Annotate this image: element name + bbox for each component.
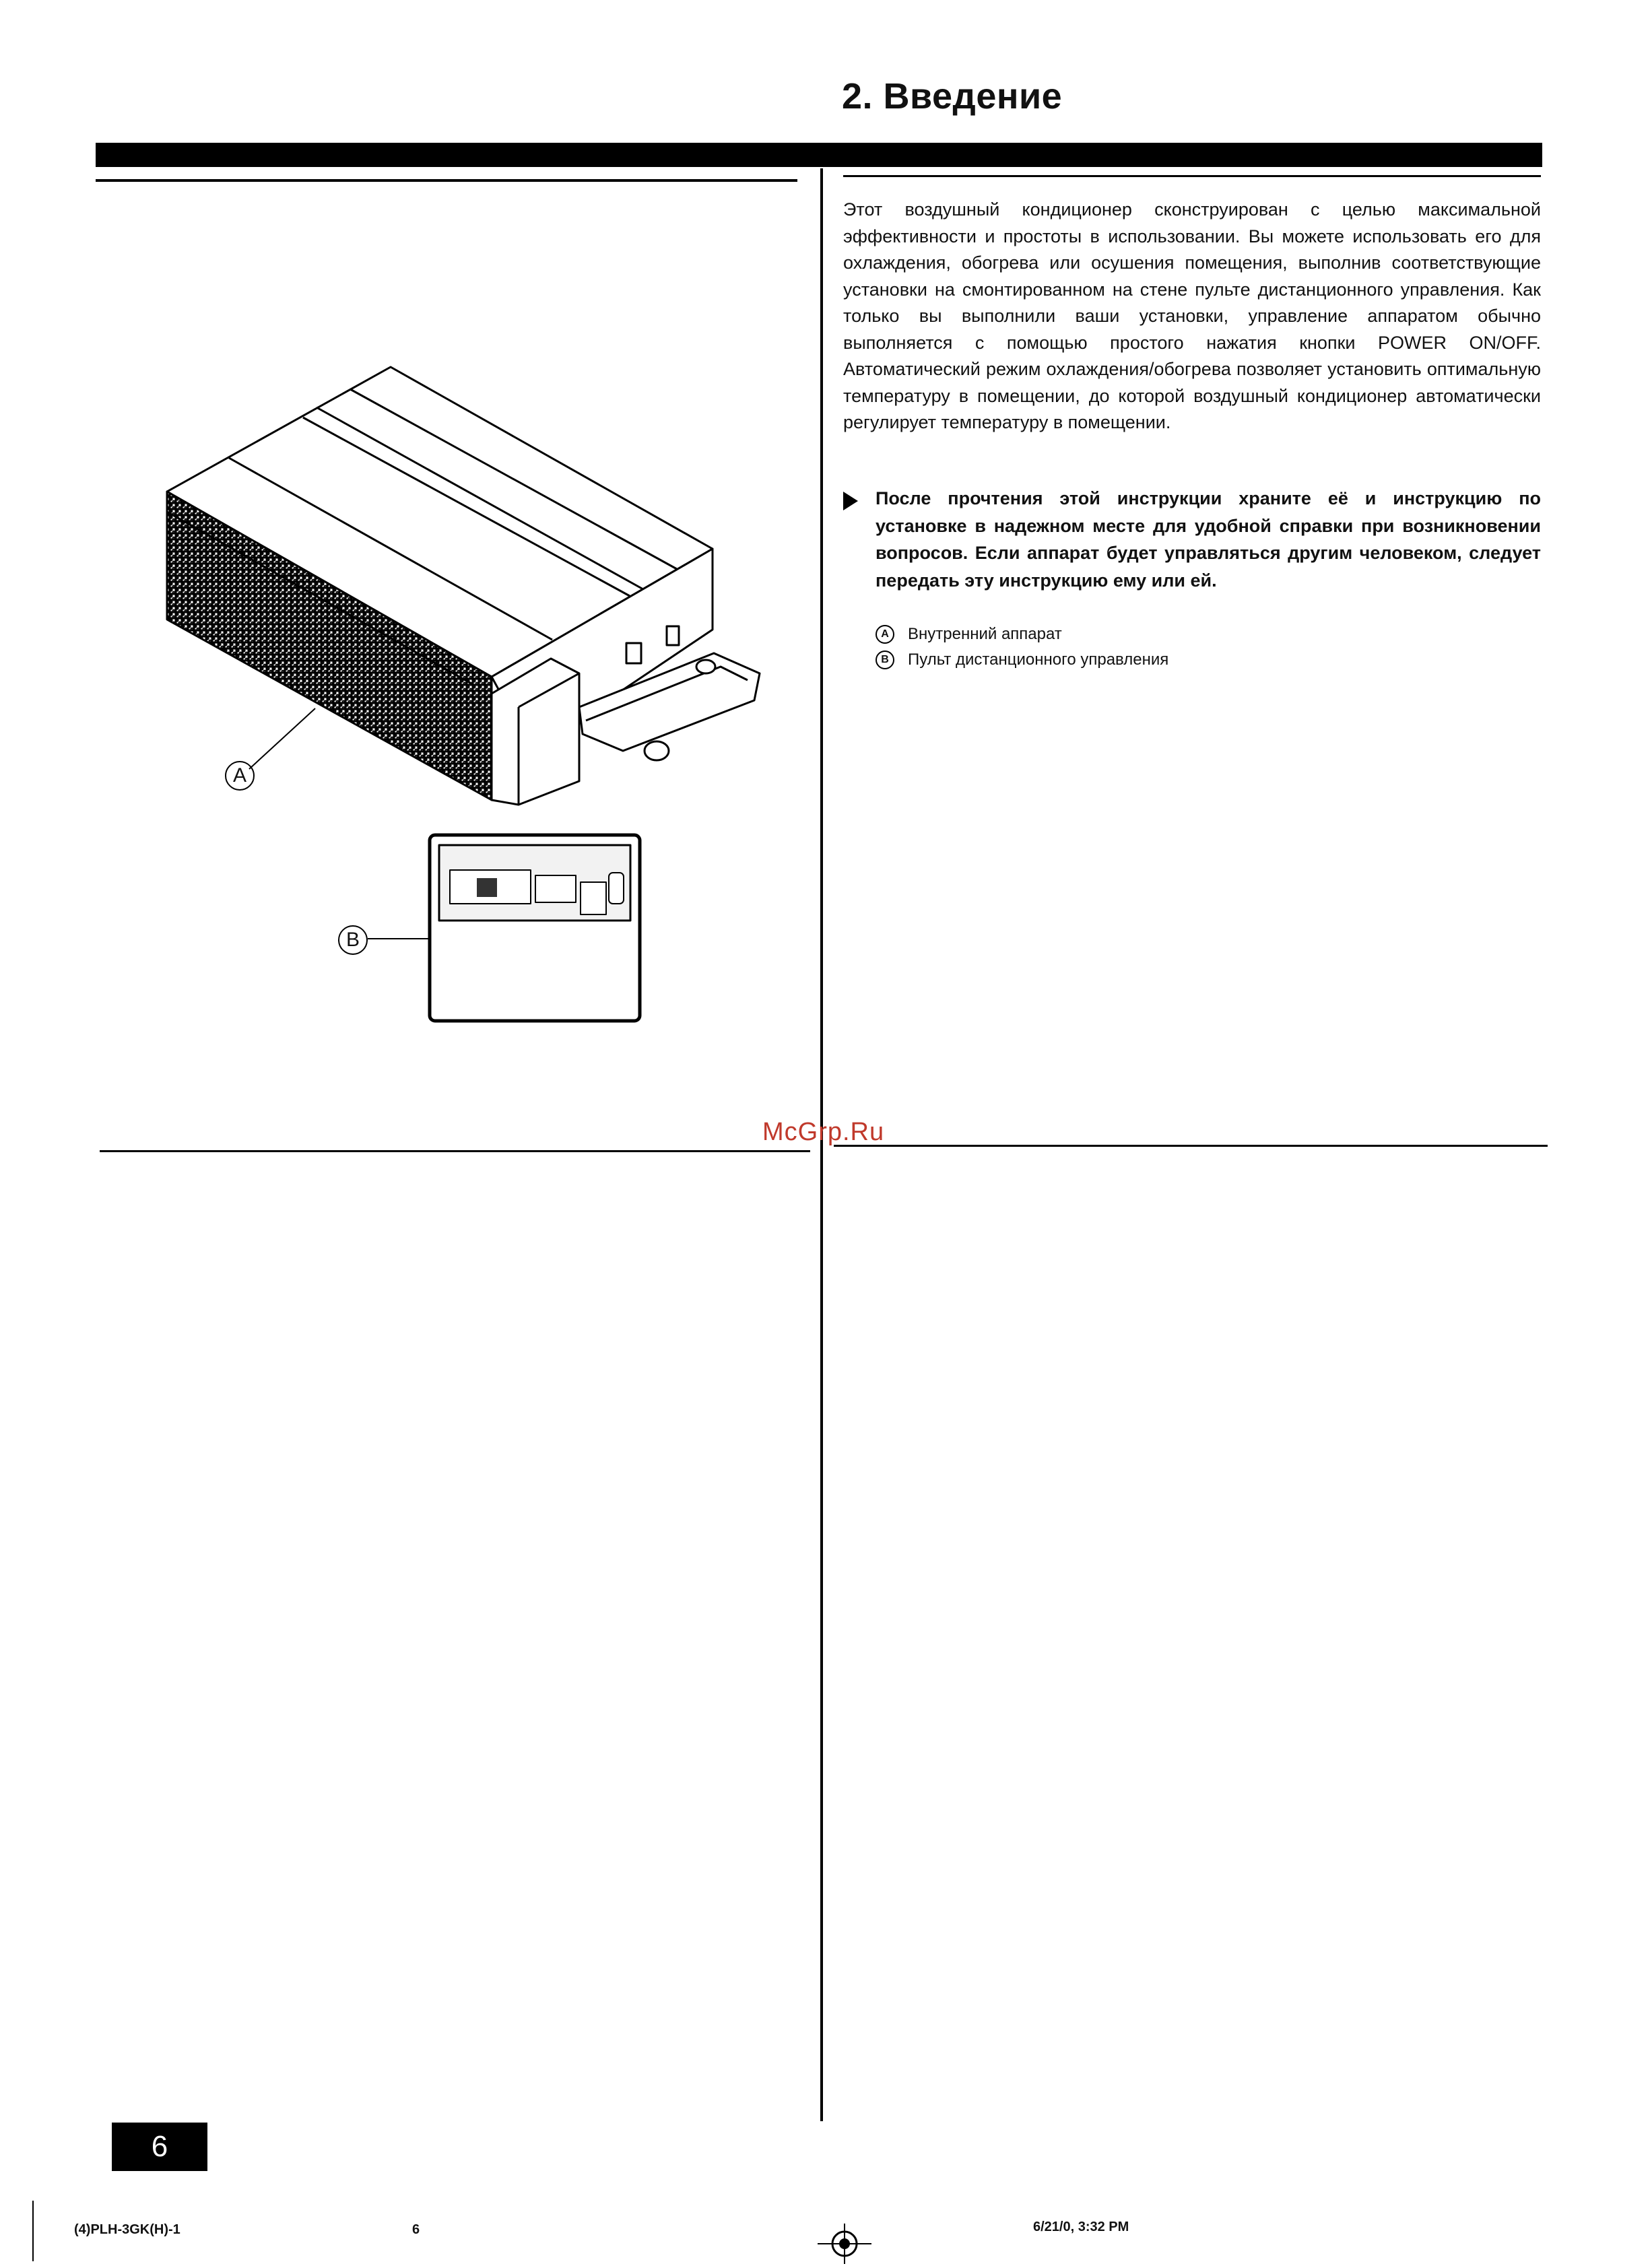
header-bar [96, 143, 1542, 167]
unit-illustration [135, 350, 774, 1037]
legend-item-a [876, 625, 1062, 644]
page-number-badge: 6 [112, 2123, 207, 2171]
crop-mark-left [32, 2201, 34, 2261]
figure-label-b: B [338, 925, 368, 955]
watermark-link[interactable]: McGrp.Ru [762, 1118, 885, 1146]
unit-pipe [645, 741, 669, 760]
footer-page-number: 6 [412, 2222, 420, 2237]
legend-text-a: Внутренний аппарат [908, 625, 1062, 643]
rule-right-mid [834, 1145, 1548, 1147]
note-text: После прочтения этой инструкции храните её и инструкцию по установке в надежном месте для удобной справки при возникновении вопросов. Если аппарат будет управляться другим человеком, следует передать эту инструкцию ему или ей. [876, 488, 1541, 591]
arrow-icon [843, 492, 858, 510]
rule-left-top [96, 179, 797, 182]
legend-marker-a: A [876, 625, 894, 644]
unit-pipe-fitting [626, 643, 641, 663]
page-title: 2. Введение [842, 76, 1063, 116]
remote-power-button [609, 873, 624, 904]
remote-button-column [535, 875, 576, 902]
remote-lcd-segment [477, 878, 497, 897]
unit-pipe-fitting [667, 626, 679, 645]
figure-label-a: A [225, 761, 255, 791]
note-block [843, 485, 1541, 594]
legend-item-b [876, 651, 1168, 669]
legend-text-b: Пульт дистанционного управления [908, 651, 1169, 669]
rule-right-top [843, 175, 1541, 177]
leader-line-a [249, 708, 315, 769]
registration-mark-icon [818, 2224, 871, 2264]
legend-marker-b: B [876, 651, 894, 669]
intro-paragraph: Этот воздушный кондиционер сконструирован с целью максимальной эффективности и простоты в использовании. Вы можете использовать его для охлаждения, обогрева или осушения помещения, выполнив соответствующие установки на смонтированном на стене пульте дистанционного управления. Как только вы выполнили ваши установки, управление аппаратом обычно выполняется с помощью простого нажатия кнопки POWER ON/OFF. Автоматический режим охлаждения/обогрева позволяет установить оптимальную температуру в помещении, до которой воздушный кондиционер автоматически регулирует температуру в помещении. [843, 199, 1541, 432]
remote-button-column [581, 882, 606, 914]
unit-pipe [696, 660, 715, 673]
footer-document-code: (4)PLH-3GK(H)-1 [74, 2222, 180, 2237]
rule-left-mid [100, 1150, 810, 1152]
footer-datetime: 6/21/0, 3:32 PM [1033, 2220, 1129, 2234]
